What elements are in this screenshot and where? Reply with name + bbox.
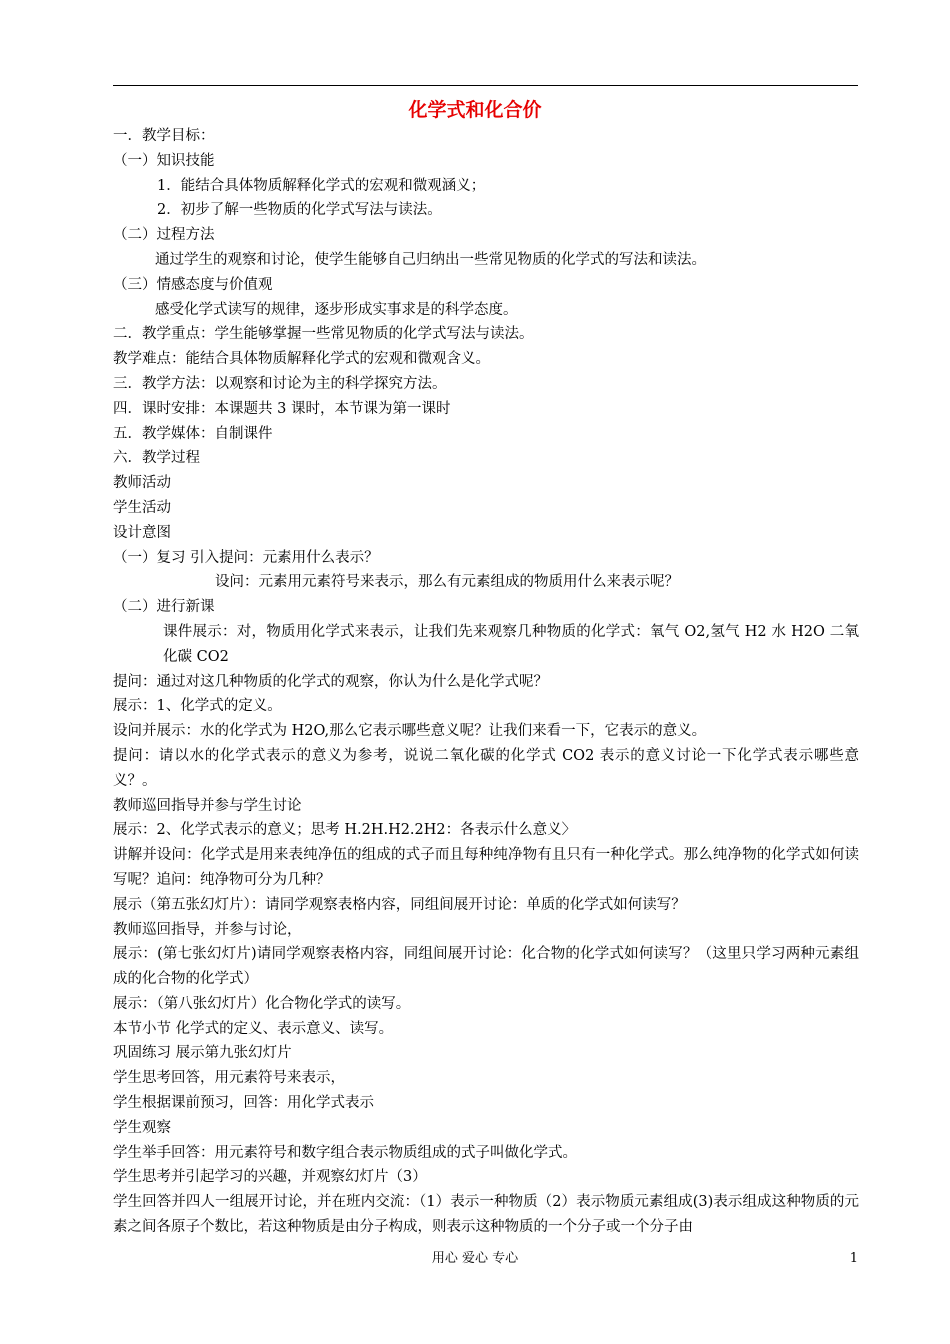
document-body <box>113 124 859 1240</box>
new-lesson-heading: （二）进行新课 <box>113 599 215 616</box>
page-footer <box>0 1249 950 1269</box>
teaching-media: 五．教学媒体：自制课件 <box>113 425 273 442</box>
teaching-process-heading: 六．教学过程 <box>113 450 200 467</box>
display-slide-5: 展示（第五张幻灯片）：请同学观察表格内容，同组间展开讨论：单质的化学式如何读写？ <box>113 896 686 913</box>
teaching-key-point: 二．教学重点：学生能够掌握一些常见物质的化学式写法与读法。 <box>113 326 534 343</box>
subsection-process-method: （二）过程方法 <box>113 227 215 244</box>
review-intro-question: （一）复习 引入提问：元素用什么表示？ <box>113 549 379 566</box>
class-schedule: 四．课时安排：本课题共 3 课时，本节课为第一课时 <box>113 400 451 417</box>
section-summary: 本节小节 化学式的定义、表示意义、读写。 <box>113 1020 394 1037</box>
header-rule <box>113 85 858 86</box>
student-interest: 学生思考并引起学习的兴趣，并观察幻灯片（3） <box>113 1169 427 1186</box>
display-formula-meaning: 展示：2、化学式表示的意义；思考 H.2H.H2.2H2：各表示什么意义〉 <box>113 822 577 839</box>
subsection-attitude-values: （三）情感态度与价值观 <box>113 276 273 293</box>
display-definition: 展示：1、化学式的定义。 <box>113 698 282 715</box>
student-discussion-paragraph: 学生回答并四人一组展开讨论，并在班内交流：（1）表示一种物质（2）表示物质元素组成(3)表示组成这种物质的元素之间各原子个数比，若这种物质是由分子构成，则表示这种物质的一个分子或一个分子由 <box>113 1194 859 1236</box>
question-water-formula: 设问并展示：水的化学式为 H2O,那么它表示哪些意义呢？让我们来看一下，它表示的意义。 <box>113 723 707 740</box>
student-observe: 学生观察 <box>113 1119 171 1136</box>
objective-item-2: 2．初步了解一些物质的化学式写法与读法。 <box>157 202 442 219</box>
display-slide-7-paragraph: 展示：(第七张幻灯片)请同学观察表格内容，同组间展开讨论：化合物的化学式如何读写？（这里只学习两种元素组成的化合物的化学式） <box>113 946 859 988</box>
attitude-values-text: 感受化学式读写的规律，逐步形成实事求是的科学态度。 <box>155 301 518 318</box>
student-activity-label: 学生活动 <box>113 499 171 516</box>
process-method-text: 通过学生的观察和讨论，使学生能够自己归纳出一些常见物质的化学式的写法和读法。 <box>155 251 706 268</box>
question-co2-meaning-paragraph: 提问：请以水的化学式表示的意义为参考，说说二氧化碳的化学式 CO2 表示的意义讨论一下化学式表示哪些意义？。 <box>113 747 859 789</box>
question-what-is-formula: 提问：通过对这几种物质的化学式的观察，你认为什么是化学式呢？ <box>113 673 548 690</box>
subsection-knowledge-skills: （一）知识技能 <box>113 152 215 169</box>
student-answer-definition: 学生举手回答：用元素符号和数字组合表示物质组成的式子叫做化学式。 <box>113 1144 577 1161</box>
section-objectives-heading: 一．教学目标： <box>113 128 215 144</box>
footer-motto: 用心 爱心 专心 <box>431 1251 519 1266</box>
teacher-guidance-1: 教师巡回指导并参与学生讨论 <box>113 797 302 814</box>
teacher-activity-label: 教师活动 <box>113 475 171 492</box>
design-intent-label: 设计意图 <box>113 524 171 541</box>
student-answer-2: 学生根据课前预习，回答：用化学式表示 <box>113 1095 374 1112</box>
display-slide-8: 展示：（第八张幻灯片）化合物化学式的读写。 <box>113 995 411 1012</box>
review-followup-question: 设问：元素用元素符号来表示，那么有元素组成的物质用什么来表示呢？ <box>215 574 679 591</box>
teaching-method: 三．教学方法：以观察和讨论为主的科学探究方法。 <box>113 375 447 392</box>
page-number: 1 <box>849 1251 858 1266</box>
objective-item-1: 1．能结合具体物质解释化学式的宏观和微观涵义； <box>157 177 486 194</box>
student-answer-1: 学生思考回答，用元素符号来表示， <box>113 1070 345 1087</box>
document-title: 化学式和化合价 <box>408 99 542 121</box>
teacher-guidance-2: 教师巡回指导，并参与讨论， <box>113 921 302 938</box>
practice-slide-9: 巩固练习 展示第九张幻灯片 <box>113 1045 292 1062</box>
teaching-difficulty: 教学难点：能结合具体物质解释化学式的宏观和微观含义。 <box>113 351 490 368</box>
explain-and-ask-paragraph: 讲解并设问：化学式是用来表纯净伍的组成的式子而且每种纯净物有且只有一种化学式。那么纯净物的化学式如何读写呢？追问：纯净物可分为几种？ <box>113 847 859 888</box>
courseware-display-paragraph: 课件展示：对，物质用化学式来表示，让我们先来观察几种物质的化学式：氧气 O2,氢气 H2 水 H2O 二氧化碳 CO2 <box>163 623 859 665</box>
